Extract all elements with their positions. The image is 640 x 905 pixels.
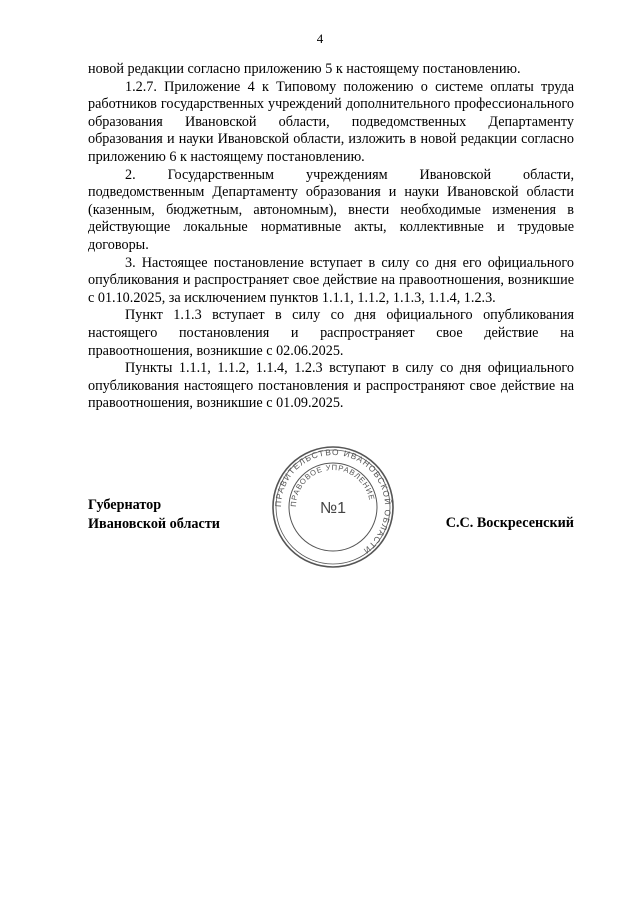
- signer-position: [88, 496, 220, 533]
- signer-region: Ивановской области: [88, 515, 220, 532]
- paragraph-continuation: новой редакции согласно приложению 5 к настоящему постановлению.: [88, 61, 521, 77]
- stamp-inner-text: ПРАВОВОЕ УПРАВЛЕНИЕ: [288, 462, 377, 508]
- official-stamp: [270, 444, 396, 570]
- paragraph-points-list: Пункты 1.1.1, 1.1.2, 1.1.4, 1.2.3 вступают в силу со дня официального опубликования настоящего постановления и распространяют свое действие на правоотношения, возникшие с 01.09.2025.: [88, 360, 574, 412]
- document-body: [88, 61, 574, 413]
- paragraph-3: 3. Настоящее постановление вступает в силу со дня его официального опубликования и распространяет свое действие на правоотношения, возникшие с 01.10.2025, за исключением пунктов 1.1.1, 1.1.2, 1.1.3, 1.1.4, 1.2.3.: [88, 254, 574, 306]
- paragraph-point-1-1-3: Пункт 1.1.3 вступает в силу со дня официального опубликования настоящего постановления и распространяет свое действие на правоотношения, возникшие с 02.06.2025.: [88, 307, 574, 359]
- stamp-outer-text: ПРАВИТЕЛЬСТВО ИВАНОВСКОЙ ОБЛАСТИ: [272, 446, 394, 557]
- paragraph-1-2-7: 1.2.7. Приложение 4 к Типовому положению о системе оплаты труда работников государственных учреждений дополнительного профессионального образования Ивановской области, подведомственных Департаменту образования и науки Ивановской области, изложить в новой редакции согласно приложению 6 к настоящему постановлению.: [88, 78, 574, 165]
- signer-name: С.С. Воскресенский: [445, 515, 574, 531]
- stamp-number: №1: [319, 500, 347, 517]
- paragraph-2: 2. Государственным учреждениям Ивановской области, подведомственным Департаменту образования и науки Ивановской области (казенным, бюджетным, автономным), внести необходимые изменения в действующие локальные нормативные акты, коллективные и трудовые договоры.: [88, 166, 574, 253]
- signer-title: Губернатор: [88, 497, 162, 513]
- page-number: 4: [316, 31, 324, 46]
